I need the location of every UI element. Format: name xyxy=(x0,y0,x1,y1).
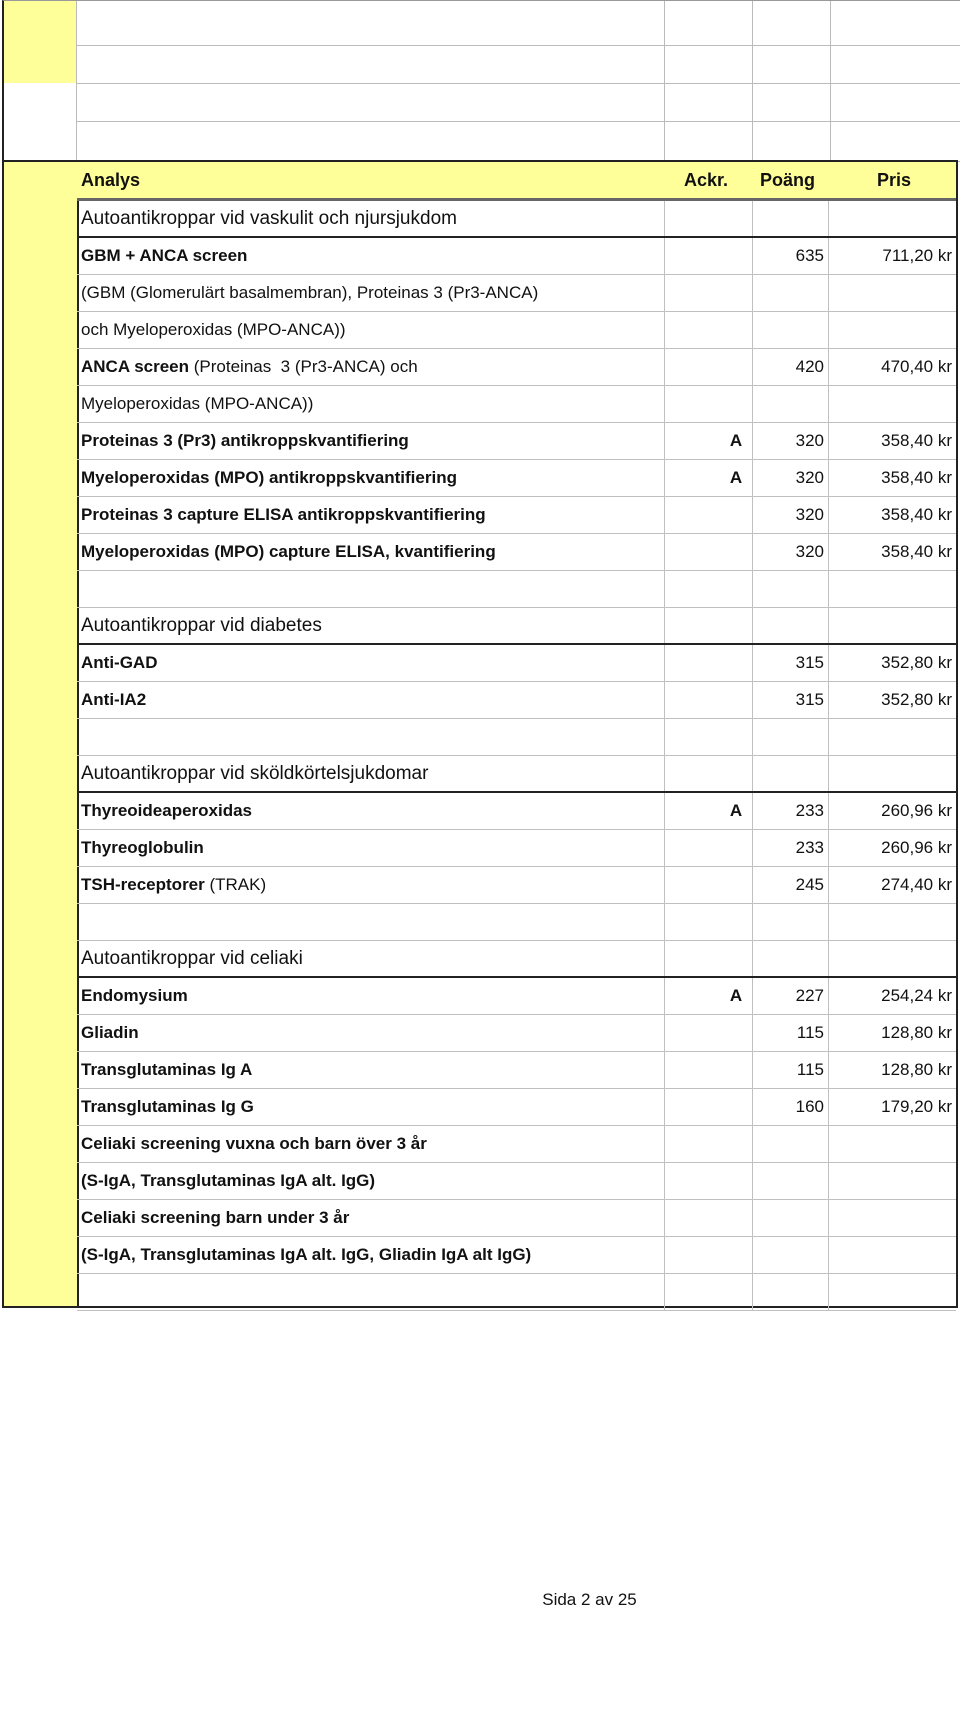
points-value: 115 xyxy=(796,1060,824,1079)
analysis-name-bold: Anti-IA2 xyxy=(81,690,147,709)
empty-cell xyxy=(664,121,753,162)
column-divider xyxy=(752,1163,753,1199)
column-divider xyxy=(828,201,829,236)
column-divider xyxy=(664,682,665,718)
ackr-value: A xyxy=(729,468,743,487)
section-row xyxy=(77,608,956,645)
column-divider xyxy=(828,608,829,643)
analysis-name xyxy=(81,1052,252,1088)
column-divider xyxy=(664,867,665,903)
column-divider xyxy=(752,571,753,607)
column-divider xyxy=(752,608,753,643)
blank-row xyxy=(77,571,956,608)
table-row xyxy=(77,682,956,719)
analysis-name-bold: ANCA screen xyxy=(81,357,190,376)
empty-cell xyxy=(76,45,665,84)
analysis-name-bold: Endomysium xyxy=(81,986,188,1005)
column-divider xyxy=(828,1163,829,1199)
price-value: 254,24 kr xyxy=(881,986,952,1005)
column-divider xyxy=(664,349,665,385)
column-divider xyxy=(828,386,829,422)
empty-row xyxy=(4,121,960,161)
points-value: 320 xyxy=(795,505,824,524)
column-divider xyxy=(828,756,829,791)
top-empty-rows xyxy=(2,0,960,163)
points-value: 635 xyxy=(795,246,824,265)
column-divider xyxy=(752,1237,753,1273)
table-row xyxy=(77,275,956,312)
table-row xyxy=(77,645,956,682)
table-row xyxy=(77,1200,956,1237)
column-divider xyxy=(664,978,665,1014)
points-value: 115 xyxy=(796,1023,824,1042)
price-value: 128,80 kr xyxy=(881,1060,952,1079)
price-value: 128,80 kr xyxy=(881,1023,952,1042)
table-row xyxy=(77,867,956,904)
analysis-name-detail: (GBM (Glomerulärt basalmembran), Proteinas 3 (Pr3-ANCA) xyxy=(81,283,539,302)
column-divider xyxy=(664,497,665,533)
analysis-name xyxy=(81,645,157,681)
empty-cell xyxy=(76,121,665,162)
price-value: 358,40 kr xyxy=(881,505,952,524)
price-value: 470,40 kr xyxy=(881,357,952,376)
empty-cell xyxy=(752,121,831,162)
price-value: 352,80 kr xyxy=(881,690,952,709)
empty-cell xyxy=(830,83,960,122)
column-divider xyxy=(752,1126,753,1162)
header-analys: Analys xyxy=(81,169,141,190)
analysis-name-detail: och Myeloperoxidas (MPO-ANCA)) xyxy=(81,320,346,339)
empty-row xyxy=(4,1,960,45)
left-margin-column xyxy=(4,162,79,1306)
table-row xyxy=(77,978,956,1015)
empty-cell xyxy=(830,45,960,84)
points-value: 320 xyxy=(795,542,824,561)
section-title: Autoantikroppar vid celiaki xyxy=(81,947,303,969)
price-value: 260,96 kr xyxy=(881,801,952,820)
column-divider xyxy=(828,941,829,976)
table-row xyxy=(77,349,956,386)
column-divider xyxy=(664,1126,665,1162)
column-divider xyxy=(752,719,753,755)
analysis-name xyxy=(81,1015,139,1051)
ackr-value: A xyxy=(729,986,743,1005)
column-divider xyxy=(664,941,665,976)
analysis-name xyxy=(81,238,247,274)
column-divider xyxy=(664,1052,665,1088)
analysis-name-bold: Proteinas 3 capture ELISA antikroppskvantifiering xyxy=(81,505,486,524)
column-divider xyxy=(828,1200,829,1236)
analysis-name xyxy=(81,1089,254,1125)
column-divider xyxy=(828,1274,829,1310)
analysis-name xyxy=(81,793,252,829)
empty-cell xyxy=(4,121,76,161)
table-row xyxy=(77,460,956,497)
empty-cell xyxy=(76,83,665,122)
points-value: 160 xyxy=(795,1097,824,1116)
column-divider xyxy=(828,904,829,940)
analysis-name-bold: (S-IgA, Transglutaminas IgA alt. IgG) xyxy=(81,1171,376,1190)
analysis-name-bold: Proteinas 3 (Pr3) antikroppskvantifiering xyxy=(81,431,409,450)
points-value: 320 xyxy=(795,431,824,450)
table-row xyxy=(77,312,956,349)
column-divider xyxy=(752,201,753,236)
column-divider xyxy=(752,1200,753,1236)
ackr-value: A xyxy=(729,801,743,820)
column-divider xyxy=(664,312,665,348)
analysis-name xyxy=(81,1237,531,1273)
empty-cell xyxy=(752,1,831,46)
column-divider xyxy=(752,275,753,311)
points-value: 420 xyxy=(795,357,824,376)
analysis-name-detail: (TRAK) xyxy=(204,875,267,894)
analysis-name-bold: GBM + ANCA screen xyxy=(81,246,248,265)
price-table xyxy=(2,160,958,1308)
column-divider xyxy=(664,1200,665,1236)
blank-row xyxy=(77,1274,956,1311)
table-row xyxy=(77,1015,956,1052)
header-ackr: Ackr. xyxy=(684,169,729,190)
analysis-name xyxy=(81,830,204,866)
analysis-name xyxy=(81,534,496,570)
empty-row xyxy=(4,83,960,121)
analysis-name-bold: Gliadin xyxy=(81,1023,139,1042)
column-divider xyxy=(664,904,665,940)
column-divider xyxy=(664,386,665,422)
analysis-name-bold: Thyreoideaperoxidas xyxy=(81,801,253,820)
price-value: 352,80 kr xyxy=(881,653,952,672)
analysis-name-bold: Myeloperoxidas (MPO) capture ELISA, kvantifiering xyxy=(81,542,496,561)
empty-cell xyxy=(76,1,665,46)
column-divider xyxy=(664,571,665,607)
column-divider xyxy=(664,793,665,829)
column-divider xyxy=(664,534,665,570)
analysis-name-bold: Transglutaminas Ig A xyxy=(81,1060,253,1079)
column-divider xyxy=(664,275,665,311)
column-divider xyxy=(752,904,753,940)
price-value: 179,20 kr xyxy=(881,1097,952,1116)
empty-cell xyxy=(664,1,753,46)
column-divider xyxy=(664,1163,665,1199)
analysis-name xyxy=(81,1163,375,1199)
analysis-name-bold: Myeloperoxidas (MPO) antikroppskvantifiering xyxy=(81,468,457,487)
table-row xyxy=(77,793,956,830)
price-value: 358,40 kr xyxy=(881,468,952,487)
price-value: 358,40 kr xyxy=(881,542,952,561)
blank-row xyxy=(77,904,956,941)
analysis-name-detail: (Proteinas 3 (Pr3-ANCA) och xyxy=(189,357,418,376)
section-row xyxy=(77,756,956,793)
analysis-name xyxy=(81,978,188,1014)
column-divider xyxy=(664,1089,665,1125)
column-divider xyxy=(828,275,829,311)
points-value: 315 xyxy=(795,690,824,709)
analysis-name-detail: Myeloperoxidas (MPO-ANCA)) xyxy=(81,394,314,413)
blank-row xyxy=(77,719,956,756)
points-value: 315 xyxy=(795,653,824,672)
section-title: Autoantikroppar vid vaskulit och njursjukdom xyxy=(81,207,457,229)
column-divider xyxy=(752,386,753,422)
section-title: Autoantikroppar vid sköldkörtelsjukdomar xyxy=(81,762,429,784)
points-value: 233 xyxy=(795,838,824,857)
analysis-name xyxy=(81,682,146,718)
column-divider xyxy=(664,1237,665,1273)
points-value: 320 xyxy=(795,468,824,487)
column-divider xyxy=(664,608,665,643)
table-row xyxy=(77,1163,956,1200)
section-row xyxy=(77,201,956,238)
section-row xyxy=(77,941,956,978)
empty-cell xyxy=(752,45,831,84)
price-value: 274,40 kr xyxy=(881,875,952,894)
analysis-name xyxy=(81,497,486,533)
empty-cell xyxy=(4,83,76,121)
table-row xyxy=(77,1126,956,1163)
points-value: 245 xyxy=(795,875,824,894)
header-poang: Poäng xyxy=(760,169,816,190)
empty-cell xyxy=(664,45,753,84)
table-row xyxy=(77,497,956,534)
empty-cell xyxy=(830,121,960,162)
analysis-name-bold: (S-IgA, Transglutaminas IgA alt. IgG, Gliadin IgA alt IgG) xyxy=(81,1245,532,1264)
analysis-name xyxy=(81,423,409,459)
column-divider xyxy=(752,941,753,976)
price-value: 711,20 kr xyxy=(882,246,952,265)
column-divider xyxy=(664,645,665,681)
analysis-name-bold: TSH-receptorer xyxy=(81,875,205,894)
table-row xyxy=(77,830,956,867)
column-divider xyxy=(664,201,665,236)
analysis-name-bold: Celiaki screening barn under 3 år xyxy=(81,1208,350,1227)
column-divider xyxy=(664,460,665,496)
table-row xyxy=(77,386,956,423)
table-row xyxy=(77,238,956,275)
column-divider xyxy=(664,830,665,866)
empty-cell xyxy=(4,1,76,45)
column-divider xyxy=(828,1237,829,1273)
column-divider xyxy=(752,1274,753,1310)
column-divider xyxy=(664,238,665,274)
header-pris: Pris xyxy=(877,169,912,190)
analysis-name xyxy=(81,460,457,496)
table-row xyxy=(77,1089,956,1126)
column-divider xyxy=(664,756,665,791)
section-title: Autoantikroppar vid diabetes xyxy=(81,614,322,636)
column-divider xyxy=(664,423,665,459)
analysis-name xyxy=(81,867,266,903)
analysis-name-bold: Thyreoglobulin xyxy=(81,838,204,857)
analysis-name xyxy=(81,1200,349,1236)
empty-cell xyxy=(4,45,76,83)
analysis-name xyxy=(81,275,538,311)
column-divider xyxy=(828,1126,829,1162)
column-divider xyxy=(828,312,829,348)
empty-cell xyxy=(664,83,753,122)
page-number: Sida 2 av 25 xyxy=(542,1590,637,1609)
points-value: 227 xyxy=(795,986,824,1005)
ackr-value: A xyxy=(729,431,743,450)
column-divider xyxy=(828,571,829,607)
price-value: 260,96 kr xyxy=(881,838,952,857)
empty-cell xyxy=(830,1,960,46)
column-divider xyxy=(752,756,753,791)
table-row xyxy=(77,423,956,460)
points-value: 233 xyxy=(795,801,824,820)
analysis-name xyxy=(81,349,418,385)
analysis-name-bold: Transglutaminas Ig G xyxy=(81,1097,254,1116)
column-divider xyxy=(664,1274,665,1310)
column-divider xyxy=(664,1015,665,1051)
column-divider xyxy=(664,719,665,755)
analysis-name xyxy=(81,1126,427,1162)
empty-cell xyxy=(752,83,831,122)
analysis-name xyxy=(81,386,313,422)
empty-row xyxy=(4,45,960,83)
table-row xyxy=(77,534,956,571)
header-row xyxy=(77,162,956,201)
analysis-name-bold: Celiaki screening vuxna och barn över 3 år xyxy=(81,1134,427,1153)
column-divider xyxy=(752,312,753,348)
table-row xyxy=(77,1237,956,1274)
analysis-name-bold: Anti-GAD xyxy=(81,653,158,672)
price-value: 358,40 kr xyxy=(881,431,952,450)
column-divider xyxy=(828,719,829,755)
analysis-name xyxy=(81,312,346,348)
table-row xyxy=(77,1052,956,1089)
